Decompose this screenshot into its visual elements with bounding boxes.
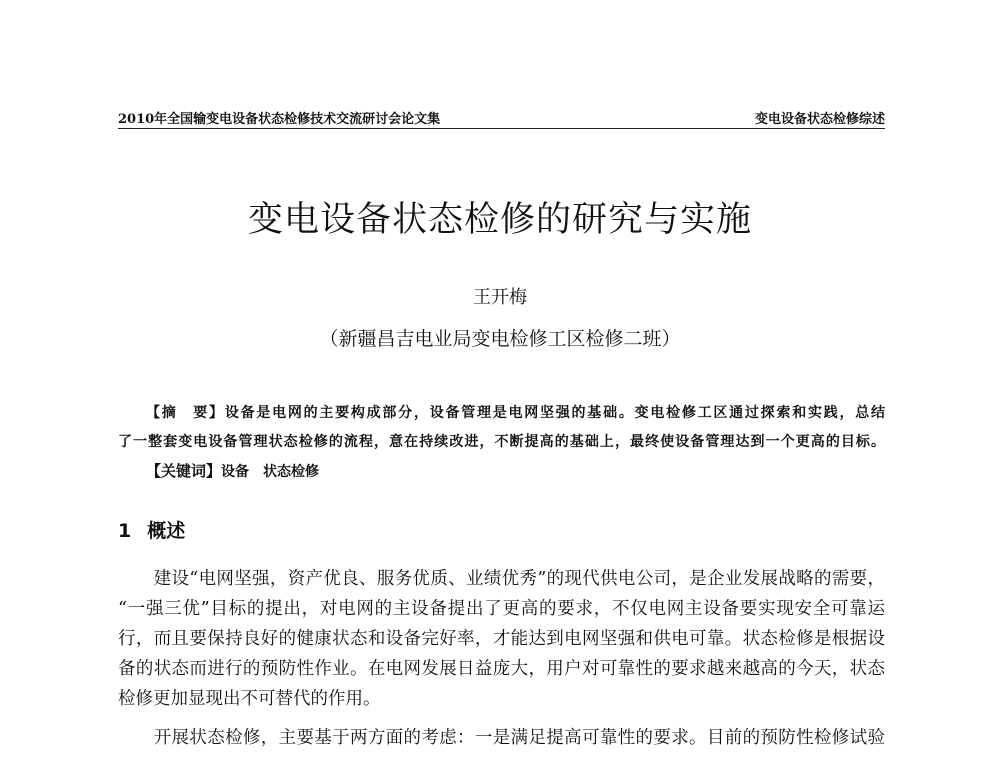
paper-title: 变电设备状态检修的研究与实施 — [247, 200, 752, 240]
section-title: 概述 — [147, 520, 186, 542]
keywords-line — [118, 460, 885, 480]
abstract-text: 设备是电网的主要构成部分，设备管理是电网坚强的基础。变电检修工区通过探索和实践，总结 — [224, 405, 886, 421]
author-name: 王开梅 — [473, 287, 527, 308]
author-affiliation: （新疆昌吉电业局变电检修工区检修二班） — [319, 328, 681, 350]
abstract-label: 【摘 要】 — [146, 405, 225, 421]
header-section-title: 变电设备状态检修综述 — [754, 112, 885, 127]
body-line: 备的状态而进行的预防性作业。在电网发展日益庞大，用户对可靠性的要求越来越高的今天，状态 — [118, 659, 885, 679]
keywords-label: 【关键词】 — [146, 462, 222, 480]
section-heading — [118, 516, 201, 543]
header-proceedings-title: 2010年全国输变电设备状态检修技术交流研讨会论文集 — [118, 112, 441, 127]
body-line: 行，而且要保持良好的健康状态和设备完好率，才能达到电网坚强和供电可靠。状态检修是根据设 — [118, 629, 885, 649]
abstract-line-1 — [118, 402, 885, 422]
body-line: “一强三优”目标的提出，对电网的主设备提出了更高的要求，不仅电网主设备要实现安全可靠运 — [118, 599, 885, 619]
body-line: 检修更加显现出不可替代的作用。 — [118, 689, 381, 709]
body-line: 建设“电网坚强，资产优良、服务优质、业绩优秀”的现代供电公司，是企业发展战略的需要， — [118, 569, 885, 589]
body-line: 开展状态检修，主要基于两方面的考虑：一是满足提高可靠性的要求。目前的预防性检修试验 — [118, 728, 885, 748]
running-header — [118, 106, 885, 129]
abstract-line-2: 了一整套变电设备管理状态检修的流程，意在持续改进，不断提高的基础上，最终使设备管理达到一个更高的目标。 — [118, 434, 885, 450]
keywords-text: 设备 状态检修 — [221, 464, 320, 480]
section-number: 1 — [118, 520, 132, 542]
